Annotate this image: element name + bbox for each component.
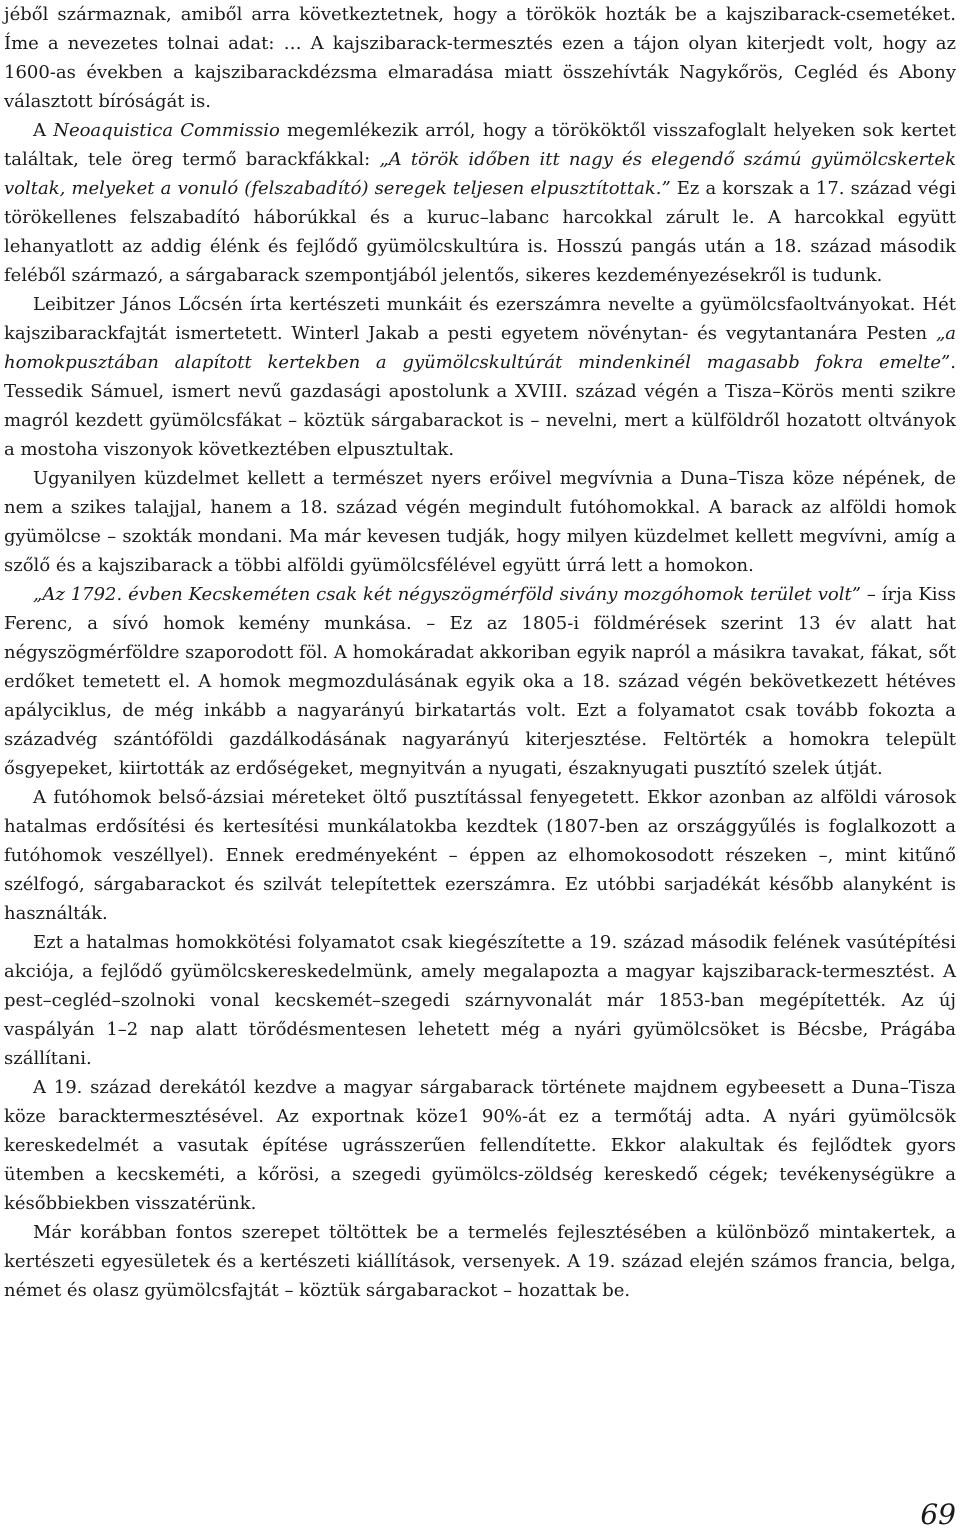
paragraph-3-text: Leibitzer János Lőcsén írta kertészeti munkáit és ezerszámra nevelte a gyümölcsfaoltványokat. Hét kajszibarackfajtát ismertetett. Winterl Jakab a pesti egyetem növénytan- és vegytantanára Pesten: [4, 294, 956, 344]
paragraph-3-quote: „a homokpusztában alapított kertekben a gyümölcskultúrát mindenkinél magasabb fokra emelte”: [4, 323, 956, 373]
document-page: [4, 0, 956, 1305]
paragraph-9: [4, 1218, 956, 1305]
paragraph-4-text: Ugyanilyen küzdelmet kellett a természet nyers erőivel megvívnia a Duna–Tisza köze népének, de nem a szikes talajjal, hanem a 18. század végén megindult futóhomokkal. A barack az alföldi homok gyümölcse – szokták mondani. Ma már kevesen tudják, hogy milyen küzdelmet kellett megvívni, amíg a szőlő és a kajszibarack a többi alföldi gyümölcsfélével együtt úrrá lett a homokon.: [4, 468, 956, 576]
paragraph-2-text: Ez a korszak a 17. század végi törökellenes felszabadító háborúkkal és a kuruc–labanc harcokkal zárult le. A harcokkal együtt lehanyatlott az addig élénk és fejlődő gyümölcskultúra is. Hosszú pangás után a 18. század második feléből származó, a sárgabarack szempontjából jelentős, sikeres kezdeményezésekről is tudunk.: [4, 178, 956, 286]
paragraph-3-text: . Tessedik Sámuel, ismert nevű gazdasági apostolunk a XVIII. század végén a Tisza–Körös menti szikre magról kezdett gyümölcsfákat – köztük sárgabarackot is – nevelni, mert a külföldről hozatott oltványok a mostoha viszonyok következtében elpusztultak.: [4, 352, 956, 460]
paragraph-1: [4, 0, 956, 116]
paragraph-4: [4, 464, 956, 580]
paragraph-8: [4, 1073, 956, 1218]
paragraph-2-text: megemlékezik arról, hogy a törököktől visszafoglalt helyeken sok kertet találtak, tele öreg termő barackfákkal:: [4, 120, 956, 170]
paragraph-6-text: A futóhomok belső-ázsiai méreteket öltő pusztítással fenyegetett. Ekkor azonban az alföldi városok hatalmas erdősítési és kertesítési munkálatokba kezdtek (1807-ben az országgyűlés is foglalkozott a futóhomok veszéllyel). Ennek eredményeként – éppen az elhomokosodott részeken –, mint kitűnő szélfogó, sárgabarackot és szilvát telepítettek ezerszámra. Ez utóbbi sarjadékát később alanyként is használták.: [4, 787, 956, 924]
paragraph-2-text: A: [33, 120, 54, 141]
paragraph-2-quote: „A török időben itt nagy és elegendő számú gyümölcskertek voltak, melyeket a vonuló (felszabadító) seregek teljesen elpusztítottak.”: [4, 149, 956, 199]
paragraph-7-text: Ezt a hatalmas homokkötési folyamatot csak kiegészítette a 19. század második felének vasútépítési akciója, a fejlődő gyümölcskereskedelmünk, amely megalapozta a magyar kajszibarack-termesztést. A pest–cegléd–szolnoki vonal kecskemét–szegedi szárnyvonalát már 1853-ban megépítették. Az új vaspályán 1–2 nap alatt törődésmentesen lehetett még a nyári gyümölcsöket is Bécsbe, Prágába szállítani.: [4, 932, 956, 1069]
paragraph-5: [4, 580, 956, 783]
paragraph-3: [4, 290, 956, 464]
paragraph-1-text: jéből származnak, amiből arra következtetnek, hogy a törökök hozták be a kajszibarack-csemetéket. Íme a nevezetes tolnai adat: … A kajszibarack-termesztés ezen a tájon olyan kiterjedt volt, hogy az 1600-as években a kajszibarackdézsma elmaradása miatt összehívták Nagykőrös, Cegléd és Abony választott bíróságát is.: [4, 4, 956, 112]
page-number: 69: [920, 1498, 956, 1531]
paragraph-8-text: A 19. század derekától kezdve a magyar sárgabarack története majdnem egybeesett a Duna–Tisza köze baracktermesztésével. Az exportnak köze1 90%-át ez a termőtáj adta. A nyári gyümölcsök kereskedelmét a vasutak építése ugrásszerűen fellendítette. Ekkor alakultak és fejlődtek gyors ütemben a kecskeméti, a kőrösi, a szegedi gyümölcs-zöldség kereskedő cégek; tevékenységükre a későbbiekben visszatérünk.: [4, 1077, 956, 1214]
paragraph-5-text: – írja Kiss Ferenc, a sívó homok kemény munkása. – Ez az 1805-i földmérések szerint 13 év alatt hat négyszögmérföldre szaporodott föl. A homokáradat akkoriban egyik napról a másikra tavakat, fákat, sőt erdőket temetett el. A homok megmozdulásának egyik oka a 18. század végén bekövetkezett hétéves apályciklus, de még inkább a nagyarányú birkatartás volt. Ezt a folyamatot csak tovább fokozta a századvég szántóföldi gazdálkodásának nagyarányú kiterjesztése. Feltörték a homokra települt ősgyepeket, kiirtották az erdőségeket, megnyitván a nyugati, északnyugati pusztító szelek útját.: [4, 584, 956, 779]
paragraph-2-latin-title: Neoaquistica Commissio: [53, 120, 280, 141]
paragraph-7: [4, 928, 956, 1073]
paragraph-9-text: Már korábban fontos szerepet töltöttek be a termelés fejlesztésében a különböző mintakertek, a kertészeti egyesületek és a kertészeti kiállítások, versenyek. A 19. század elején számos francia, belga, német és olasz gyümölcsfajtát – köztük sárgabarackot – hozattak be.: [4, 1222, 956, 1301]
paragraph-6: [4, 783, 956, 928]
paragraph-2: [4, 116, 956, 290]
paragraph-5-quote: „Az 1792. évben Kecskeméten csak két négyszögmérföld sivány mozgóhomok terület volt”: [33, 584, 861, 605]
